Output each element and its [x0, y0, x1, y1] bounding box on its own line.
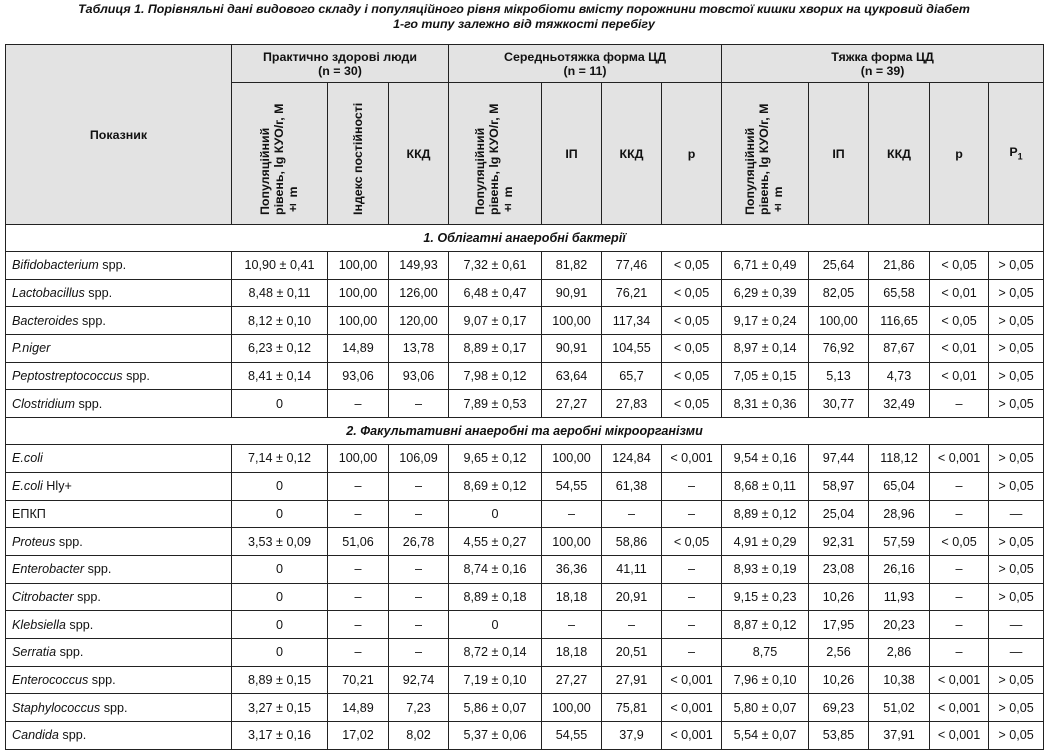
table-cell: 41,11 [602, 555, 662, 583]
table-cell: > 0,05 [989, 694, 1044, 722]
indicator-name [6, 445, 232, 473]
table-cell: – [662, 472, 722, 500]
genus-name: Peptostreptococcus [12, 369, 123, 384]
table-row [6, 611, 1044, 639]
table-cell: 100,00 [542, 528, 602, 556]
header-kkd-severe: ККД [869, 83, 930, 225]
header-p-moderate: p [662, 83, 722, 225]
table-cell: < 0,05 [662, 390, 722, 418]
table-cell: 0 [449, 611, 542, 639]
genus-suffix: spp. [122, 369, 150, 384]
indicator-name [6, 611, 232, 639]
table-cell: 8,48 ± 0,11 [232, 279, 328, 307]
table-cell: > 0,05 [989, 307, 1044, 335]
table-cell: 4,91 ± 0,29 [722, 528, 809, 556]
header-pop-level-healthy: Популяційний рівень, lg КУО/г, M ± m [232, 83, 328, 225]
table-cell: < 0,05 [662, 362, 722, 390]
table-cell: < 0,001 [662, 722, 722, 750]
genus-suffix: ЕПКП [12, 506, 46, 521]
table-cell: 116,65 [869, 307, 930, 335]
table-cell: 28,96 [869, 500, 930, 528]
table-cell: 81,82 [542, 252, 602, 280]
table-cell: 100,00 [542, 307, 602, 335]
table-cell: 0 [449, 500, 542, 528]
table-cell: 100,00 [542, 445, 602, 473]
table-cell: 18,18 [542, 583, 602, 611]
table-cell: 87,67 [869, 335, 930, 363]
table-cell: 37,9 [602, 722, 662, 750]
table-cell: 8,89 ± 0,17 [449, 335, 542, 363]
table-cell: 10,38 [869, 666, 930, 694]
microbiota-table [5, 44, 1044, 750]
table-cell: 9,07 ± 0,17 [449, 307, 542, 335]
table-cell: < 0,01 [930, 362, 989, 390]
table-cell: – [389, 500, 449, 528]
indicator-name [6, 252, 232, 280]
indicator-name [6, 638, 232, 666]
table-cell: 0 [232, 390, 328, 418]
table-cell: 27,83 [602, 390, 662, 418]
table-cell: < 0,01 [930, 279, 989, 307]
header-ip-severe: ІП [809, 83, 869, 225]
indicator-name [6, 528, 232, 556]
table-cell: 36,36 [542, 555, 602, 583]
table-row [6, 390, 1044, 418]
indicator-name [6, 279, 232, 307]
table-cell: – [930, 638, 989, 666]
table-cell: 2,56 [809, 638, 869, 666]
table-cell: > 0,05 [989, 362, 1044, 390]
table-cell: – [930, 472, 989, 500]
table-cell: 32,49 [869, 390, 930, 418]
table-cell: 9,17 ± 0,24 [722, 307, 809, 335]
table-row [6, 694, 1044, 722]
genus-name: Bifidobacterium [12, 258, 99, 273]
table-cell: 54,55 [542, 472, 602, 500]
table-cell: 104,55 [602, 335, 662, 363]
table-cell: 10,90 ± 0,41 [232, 252, 328, 280]
genus-name: Staphylococcus [12, 700, 101, 715]
table-cell: 2,86 [869, 638, 930, 666]
header-group-moderate: Середньотяжка форма ЦД (n = 11) [449, 45, 722, 83]
table-cell: 54,55 [542, 722, 602, 750]
table-cell: 70,21 [328, 666, 389, 694]
genus-suffix: spp. [78, 313, 106, 328]
table-cell: 65,7 [602, 362, 662, 390]
indicator-name [6, 307, 232, 335]
table-cell: 21,86 [869, 252, 930, 280]
genus-suffix: Hly+ [42, 479, 72, 494]
table-cell: 63,64 [542, 362, 602, 390]
table-cell: 5,37 ± 0,06 [449, 722, 542, 750]
table-cell: – [328, 555, 389, 583]
table-cell: < 0,05 [662, 335, 722, 363]
table-cell: < 0,001 [930, 445, 989, 473]
table-cell: – [662, 583, 722, 611]
table-cell: 14,89 [328, 694, 389, 722]
header-ip-moderate: ІП [542, 83, 602, 225]
table-cell: 17,95 [809, 611, 869, 639]
table-header [6, 45, 1044, 225]
table-cell: 90,91 [542, 335, 602, 363]
table-cell: 53,85 [809, 722, 869, 750]
table-cell: 26,16 [869, 555, 930, 583]
table-cell: 7,96 ± 0,10 [722, 666, 809, 694]
table-cell: 100,00 [809, 307, 869, 335]
table-cell: – [602, 611, 662, 639]
table-cell: – [328, 472, 389, 500]
table-cell: – [389, 583, 449, 611]
table-cell: 6,29 ± 0,39 [722, 279, 809, 307]
table-row [6, 472, 1044, 500]
table-cell: 8,89 ± 0,15 [232, 666, 328, 694]
table-row [6, 722, 1044, 750]
caption-line-1: Таблиця 1. Порівняльні дані видового складу і популяційного рівня мікробіоти вмісту порожнини товстої кишки хворих на цукровий діабет [78, 2, 970, 16]
genus-name: Serratia [12, 645, 57, 660]
header-pop-level-severe: Популяційний рівень, lg КУО/г, M ± m [722, 83, 809, 225]
section-header-row [6, 225, 1044, 252]
table-cell: 3,53 ± 0,09 [232, 528, 328, 556]
table-cell: 7,23 [389, 694, 449, 722]
indicator-name [6, 390, 232, 418]
genus-name: E.coli [12, 479, 43, 494]
table-cell: 10,26 [809, 666, 869, 694]
table-cell: < 0,001 [930, 694, 989, 722]
table-cell: – [328, 583, 389, 611]
table-cell: 51,06 [328, 528, 389, 556]
table-cell: > 0,05 [989, 666, 1044, 694]
table-cell: 124,84 [602, 445, 662, 473]
genus-suffix: spp. [74, 396, 103, 411]
header-group-severe: Тяжка форма ЦД (n = 39) [722, 45, 1044, 83]
header-constancy-index: Індекс постійності [328, 83, 389, 225]
table-cell: 93,06 [328, 362, 389, 390]
table-cell: – [930, 500, 989, 528]
genus-suffix: spp. [88, 672, 116, 687]
table-cell: 126,00 [389, 279, 449, 307]
table-cell: 8,93 ± 0,19 [722, 555, 809, 583]
genus-name: Clostridium [12, 396, 75, 411]
table-cell: 26,78 [389, 528, 449, 556]
table-cell: 58,97 [809, 472, 869, 500]
header-p-severe: p [930, 83, 989, 225]
table-cell: 5,86 ± 0,07 [449, 694, 542, 722]
table-row [6, 500, 1044, 528]
table-cell: – [542, 500, 602, 528]
table-row [6, 555, 1044, 583]
genus-suffix: spp. [65, 617, 94, 632]
table-cell: – [389, 390, 449, 418]
table-cell: 6,23 ± 0,12 [232, 335, 328, 363]
indicator-name [6, 500, 232, 528]
table-cell: 8,31 ± 0,36 [722, 390, 809, 418]
genus-name: Citrobacter [12, 589, 74, 604]
table-cell: – [662, 500, 722, 528]
table-cell: 149,93 [389, 252, 449, 280]
table-cell: 10,26 [809, 583, 869, 611]
genus-suffix: spp. [55, 534, 83, 549]
table-cell: 6,71 ± 0,49 [722, 252, 809, 280]
table-cell: > 0,05 [989, 390, 1044, 418]
table-cell: > 0,05 [989, 445, 1044, 473]
table-cell: 76,21 [602, 279, 662, 307]
table-cell: – [389, 555, 449, 583]
table-cell: 5,80 ± 0,07 [722, 694, 809, 722]
table-cell: 9,65 ± 0,12 [449, 445, 542, 473]
table-cell: 100,00 [328, 445, 389, 473]
table-cell: — [989, 638, 1044, 666]
table-cell: 8,74 ± 0,16 [449, 555, 542, 583]
table-cell: 61,38 [602, 472, 662, 500]
table-cell: 3,27 ± 0,15 [232, 694, 328, 722]
caption-line-2: 1-го типу залежно від тяжкості перебігу [393, 17, 655, 31]
table-cell: 0 [232, 500, 328, 528]
table-cell: 3,17 ± 0,16 [232, 722, 328, 750]
indicator-name [6, 583, 232, 611]
table-cell: < 0,05 [662, 307, 722, 335]
table-cell: < 0,001 [662, 445, 722, 473]
genus-name: Proteus [12, 534, 56, 549]
table-cell: 100,00 [328, 307, 389, 335]
genus-name: Bacteroides [12, 313, 79, 328]
table-cell: 14,89 [328, 335, 389, 363]
table-cell: 7,98 ± 0,12 [449, 362, 542, 390]
table-cell: 20,23 [869, 611, 930, 639]
table-cell: 13,78 [389, 335, 449, 363]
table-cell: 7,05 ± 0,15 [722, 362, 809, 390]
table-cell: 93,06 [389, 362, 449, 390]
table-cell: 69,23 [809, 694, 869, 722]
table-cell: – [930, 611, 989, 639]
table-cell: 9,15 ± 0,23 [722, 583, 809, 611]
table-cell: 77,46 [602, 252, 662, 280]
table-cell: 65,58 [869, 279, 930, 307]
table-cell: > 0,05 [989, 555, 1044, 583]
table-row [6, 666, 1044, 694]
table-cell: 117,34 [602, 307, 662, 335]
table-row [6, 335, 1044, 363]
header-indicator: Показник [6, 45, 232, 225]
table-cell: 4,55 ± 0,27 [449, 528, 542, 556]
header-group-healthy: Практично здорові люди (n = 30) [232, 45, 449, 83]
table-cell: 8,12 ± 0,10 [232, 307, 328, 335]
table-cell: – [328, 638, 389, 666]
genus-suffix: spp. [56, 645, 84, 660]
table-cell: > 0,05 [989, 583, 1044, 611]
genus-name: Enterobacter [12, 562, 85, 577]
table-cell: 100,00 [542, 694, 602, 722]
table-cell: 7,14 ± 0,12 [232, 445, 328, 473]
genus-name: P.niger [12, 341, 51, 356]
table-cell: < 0,001 [662, 694, 722, 722]
header-kkd-moderate: ККД [602, 83, 662, 225]
table-cell: 76,92 [809, 335, 869, 363]
genus-suffix: spp. [84, 286, 113, 301]
table-cell: > 0,05 [989, 252, 1044, 280]
table-row [6, 279, 1044, 307]
indicator-name [6, 722, 232, 750]
table-cell: 0 [232, 472, 328, 500]
table-cell: 27,27 [542, 390, 602, 418]
table-cell: < 0,05 [930, 307, 989, 335]
table-cell: > 0,05 [989, 722, 1044, 750]
table-cell: 7,32 ± 0,61 [449, 252, 542, 280]
section-header-row [6, 418, 1044, 445]
table-cell: 0 [232, 583, 328, 611]
table-cell: 8,75 [722, 638, 809, 666]
table-row [6, 445, 1044, 473]
section-title: 1. Облігатні анаеробні бактерії [6, 225, 1044, 252]
table-cell: 8,69 ± 0,12 [449, 472, 542, 500]
genus-suffix: spp. [84, 562, 112, 577]
genus-suffix: spp. [98, 258, 127, 273]
table-cell: – [930, 555, 989, 583]
table-cell: 7,89 ± 0,53 [449, 390, 542, 418]
table-cell: – [328, 390, 389, 418]
table-cell: 57,59 [869, 528, 930, 556]
table-cell: 8,68 ± 0,11 [722, 472, 809, 500]
genus-suffix: spp. [58, 728, 87, 743]
indicator-name [6, 472, 232, 500]
table-cell: 27,91 [602, 666, 662, 694]
table-cell: 75,81 [602, 694, 662, 722]
genus-name: E.coli [12, 451, 43, 466]
genus-name: Candida [12, 728, 59, 743]
table-cell: 92,31 [809, 528, 869, 556]
header-p1-severe: $P_1$ [989, 83, 1044, 225]
table-cell: 9,54 ± 0,16 [722, 445, 809, 473]
table-cell: 17,02 [328, 722, 389, 750]
table-cell: – [328, 500, 389, 528]
table-cell: 8,41 ± 0,14 [232, 362, 328, 390]
table-cell: 8,89 ± 0,12 [722, 500, 809, 528]
header-kkd-healthy: ККД [389, 83, 449, 225]
table-cell: < 0,001 [930, 722, 989, 750]
table-cell: 20,91 [602, 583, 662, 611]
table-cell: 18,18 [542, 638, 602, 666]
indicator-name [6, 555, 232, 583]
table-cell: 8,72 ± 0,14 [449, 638, 542, 666]
indicator-name [6, 362, 232, 390]
table-cell: > 0,05 [989, 528, 1044, 556]
table-cell: 0 [232, 555, 328, 583]
table-cell: 20,51 [602, 638, 662, 666]
table-cell: 5,54 ± 0,07 [722, 722, 809, 750]
table-cell: 58,86 [602, 528, 662, 556]
table-cell: 37,91 [869, 722, 930, 750]
table-cell: – [602, 500, 662, 528]
table-cell: 8,02 [389, 722, 449, 750]
table-cell: 11,93 [869, 583, 930, 611]
table-cell: 5,13 [809, 362, 869, 390]
table-cell: – [389, 611, 449, 639]
table-cell: < 0,01 [930, 335, 989, 363]
table-cell: 30,77 [809, 390, 869, 418]
table-cell: 118,12 [869, 445, 930, 473]
table-cell: 23,08 [809, 555, 869, 583]
table-row [6, 528, 1044, 556]
table-cell: – [542, 611, 602, 639]
header-pop-level-moderate: Популяційний рівень, lg КУО/г, M ± m [449, 83, 542, 225]
genus-name: Lactobacillus [12, 286, 85, 301]
table-cell: < 0,001 [662, 666, 722, 694]
genus-name: Klebsiella [12, 617, 66, 632]
table-cell: 90,91 [542, 279, 602, 307]
table-cell: 8,87 ± 0,12 [722, 611, 809, 639]
table-cell: 100,00 [328, 252, 389, 280]
table-cell: 7,19 ± 0,10 [449, 666, 542, 694]
table-cell: – [328, 611, 389, 639]
table-cell: < 0,05 [930, 528, 989, 556]
table-caption [0, 2, 1048, 32]
table-cell: 97,44 [809, 445, 869, 473]
table-cell: — [989, 611, 1044, 639]
table-cell: – [662, 638, 722, 666]
genus-name: Enterococcus [12, 672, 89, 687]
indicator-name [6, 666, 232, 694]
table-cell: 92,74 [389, 666, 449, 694]
table-row [6, 583, 1044, 611]
table-cell: < 0,05 [662, 279, 722, 307]
indicator-name [6, 694, 232, 722]
table-cell: – [389, 472, 449, 500]
table-cell: 8,89 ± 0,18 [449, 583, 542, 611]
table-cell: 65,04 [869, 472, 930, 500]
table-cell: 100,00 [328, 279, 389, 307]
section-title: 2. Факультативні анаеробні та аеробні мікроорганізми [6, 418, 1044, 445]
table-row [6, 307, 1044, 335]
table-cell: 120,00 [389, 307, 449, 335]
table-cell: 51,02 [869, 694, 930, 722]
genus-suffix: spp. [100, 700, 128, 715]
table-cell: – [389, 638, 449, 666]
genus-suffix: spp. [73, 589, 101, 604]
table-cell: 82,05 [809, 279, 869, 307]
table-cell: 0 [232, 638, 328, 666]
table-cell: – [930, 583, 989, 611]
table-row [6, 362, 1044, 390]
table-cell: < 0,05 [930, 252, 989, 280]
table-cell: 0 [232, 611, 328, 639]
indicator-name [6, 335, 232, 363]
table-row [6, 638, 1044, 666]
table-cell: 4,73 [869, 362, 930, 390]
table-cell: – [662, 611, 722, 639]
table-cell: 25,64 [809, 252, 869, 280]
table-cell: < 0,05 [662, 528, 722, 556]
table-cell: 25,04 [809, 500, 869, 528]
table-body [6, 225, 1044, 750]
table-cell: – [930, 390, 989, 418]
table-cell: 8,97 ± 0,14 [722, 335, 809, 363]
table-row [6, 252, 1044, 280]
table-cell: > 0,05 [989, 335, 1044, 363]
table-cell: – [662, 555, 722, 583]
table-cell: < 0,001 [930, 666, 989, 694]
table-cell: 6,48 ± 0,47 [449, 279, 542, 307]
table-cell: > 0,05 [989, 279, 1044, 307]
table-cell: < 0,05 [662, 252, 722, 280]
table-cell: 27,27 [542, 666, 602, 694]
table-cell: — [989, 500, 1044, 528]
table-cell: 106,09 [389, 445, 449, 473]
table-cell: > 0,05 [989, 472, 1044, 500]
